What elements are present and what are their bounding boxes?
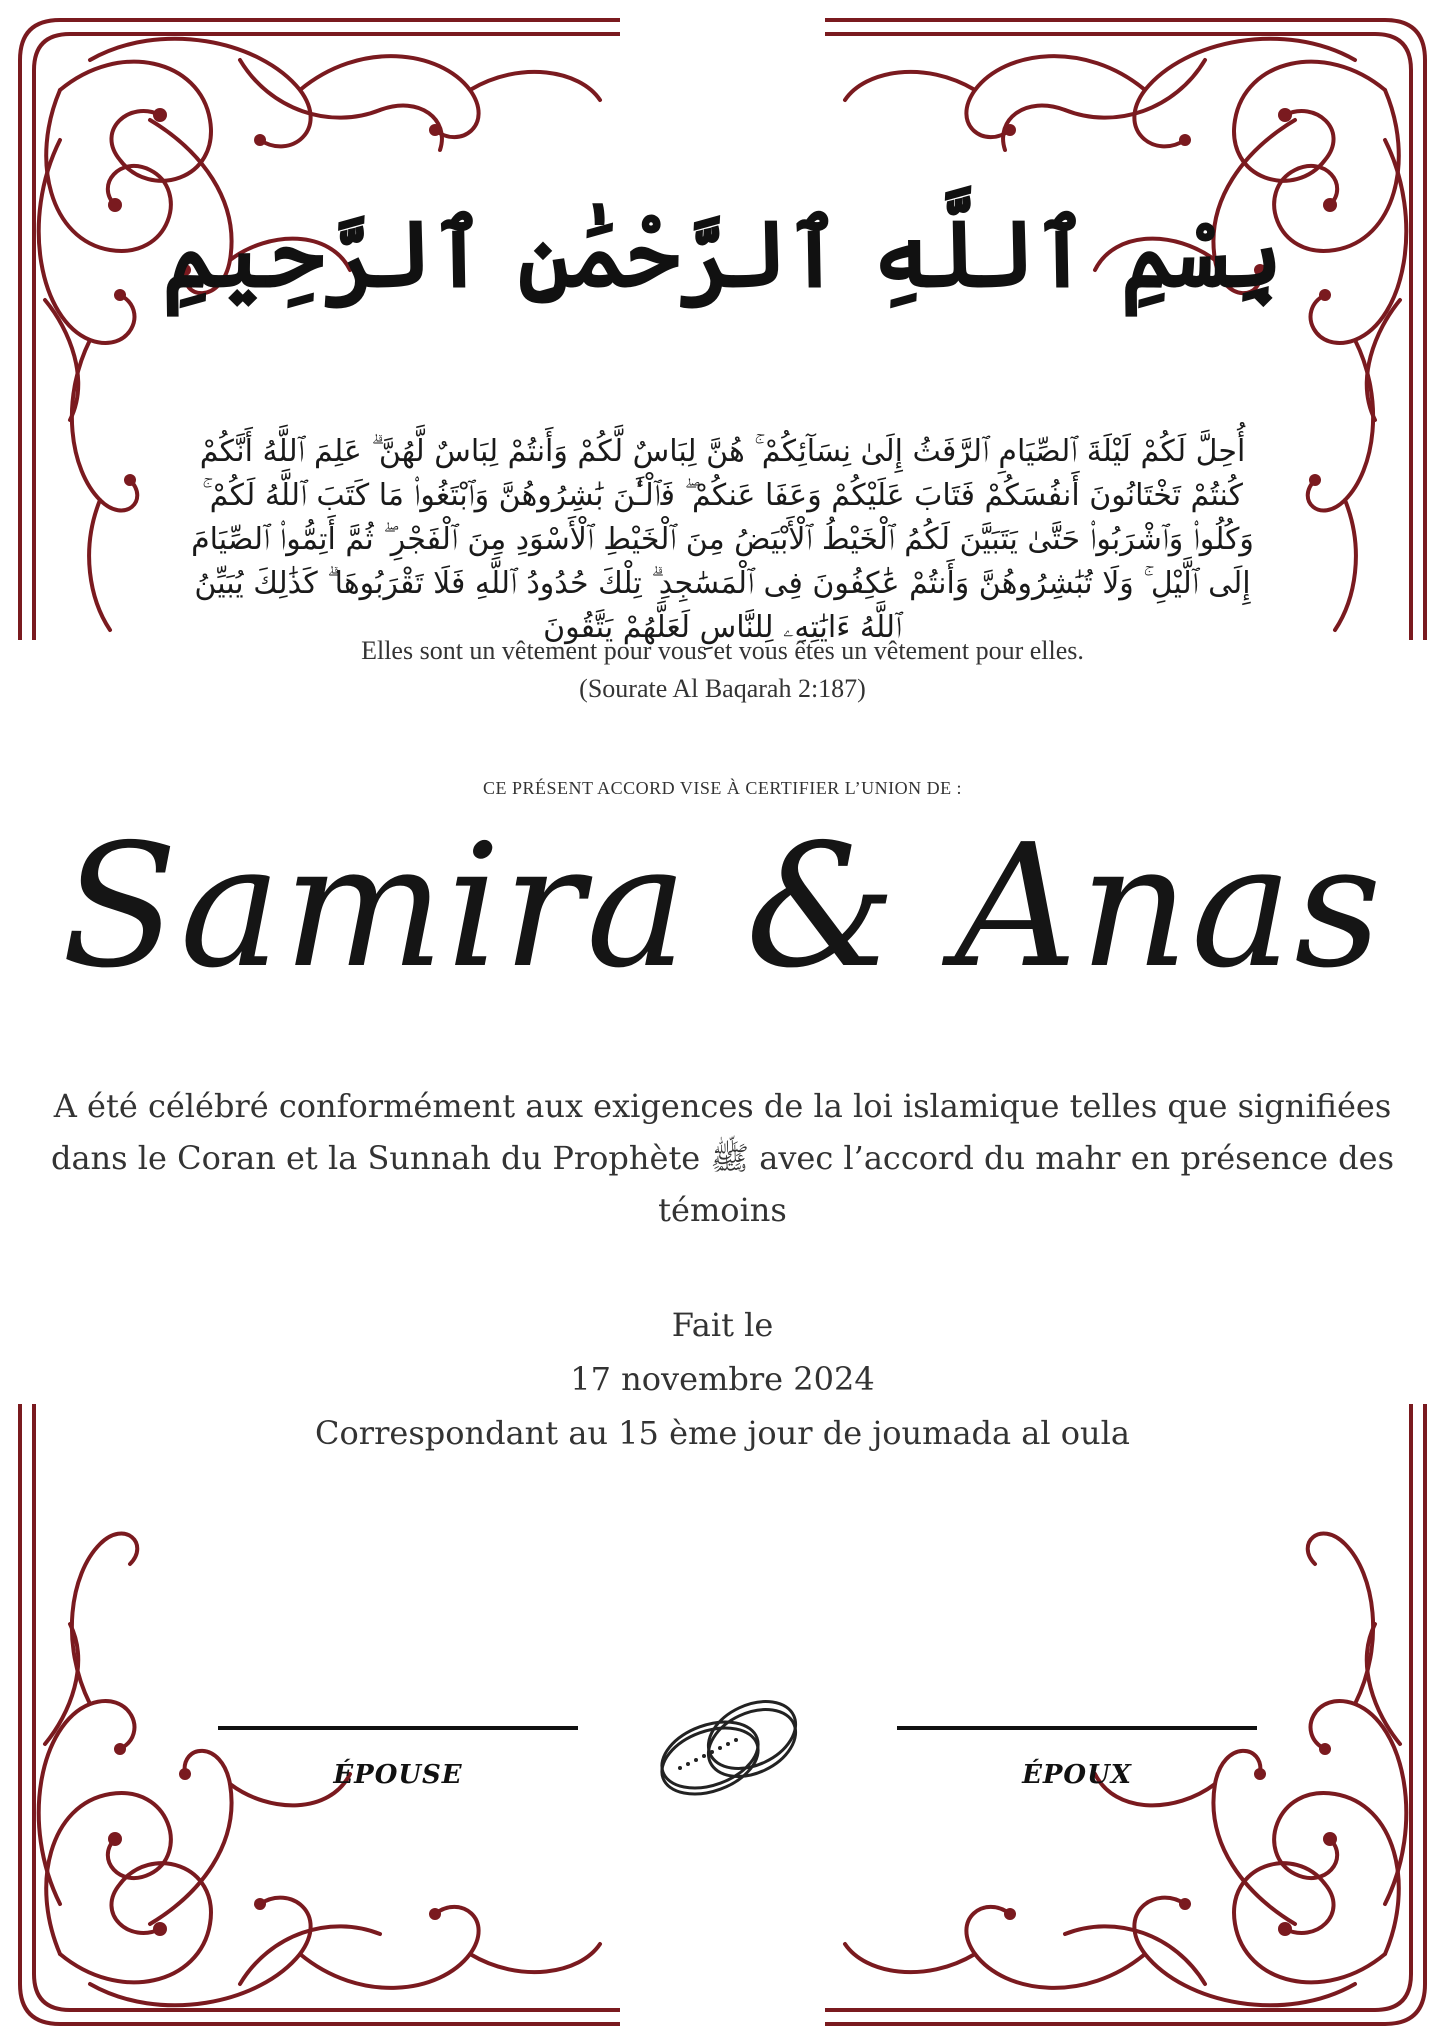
hijri-date: Correspondant au 15 ème jour de joumada al oula	[315, 1414, 1130, 1452]
floral-corner-ornament-icon	[0, 1404, 620, 2044]
floral-corner-ornament-icon	[825, 1404, 1445, 2044]
celebration-statement: A été célébré conformément aux exigences de la loi islamique telles que signifiées dans le Coran et la Sunnah du Prophète ﷺ avec l’accord du mahr en présence des témoins	[50, 1087, 1395, 1229]
gregorian-date: 17 novembre 2024	[570, 1360, 875, 1398]
floral-corner-bottom-right	[825, 1404, 1445, 2044]
husband-label: ÉPOUX	[1022, 1760, 1132, 1790]
translation-text: Elles sont un vêtement pour vous et vous êtes un vêtement pour elles.	[361, 636, 1084, 665]
couple-names: Samira & Anas	[61, 808, 1384, 1006]
basmala-calligraphy: بِسْمِ ٱللَّهِ ٱلرَّحْمَٰنِ ٱلرَّحِيمِ	[162, 200, 1283, 308]
wife-label: ÉPOUSE	[333, 1760, 463, 1790]
floral-corner-bottom-left	[0, 1404, 620, 2044]
wedding-rings-icon	[640, 1665, 820, 1815]
certify-heading: CE PRÉSENT ACCORD VISE À CERTIFIER L’UNION DE :	[482, 778, 963, 798]
date-block	[0, 1298, 1445, 1460]
wife-signature	[218, 1726, 578, 1790]
quran-verse: أُحِلَّ لَكُمْ لَيْلَةَ ٱلصِّيَامِ ٱلرَّفَثُ إِلَىٰ نِسَآئِكُمْ ۚ هُنَّ لِبَاسٌ لَّكُمْ وَأَنتُمْ لِبَاسٌ لَّهُنَّ ۗ عَلِمَ ٱللَّهُ أَنَّكُمْ كُنتُمْ تَخْتَانُونَ أَنفُسَكُمْ فَتَابَ عَلَيْكُمْ وَعَفَا عَنكُمْ ۖ فَٱلْـَٰٔنَ بَٰشِرُوهُنَّ وَٱبْتَغُوا۟ مَا كَتَبَ ٱللَّهُ لَكُمْ ۚ وَكُلُوا۟ وَٱشْرَبُوا۟ حَتَّىٰ يَتَبَيَّنَ لَكُمُ ٱلْخَيْطُ ٱلْأَبْيَضُ مِنَ ٱلْخَيْطِ ٱلْأَسْوَدِ مِنَ ٱلْفَجْرِ ۖ ثُمَّ أَتِمُّوا۟ ٱلصِّيَامَ إِلَى ٱلَّيْلِ ۚ وَلَا تُبَٰشِرُوهُنَّ وَأَنتُمْ عَٰكِفُونَ فِى ٱلْمَسَٰجِدِ ۗ تِلْكَ حُدُودُ ٱللَّهِ فَلَا تَقْرَبُوهَا ۗ كَذَٰلِكَ يُبَيِّنُ ٱللَّهُ ءَايَٰتِهِۦ لِلنَّاسِ لَعَلَّهُمْ يَتَّقُونَ	[191, 434, 1254, 645]
verse-reference: (Sourate Al Baqarah 2:187)	[579, 674, 866, 703]
date-label: Fait le	[671, 1306, 774, 1344]
signature-line	[897, 1726, 1257, 1730]
husband-signature	[897, 1726, 1257, 1790]
signature-line	[218, 1726, 578, 1730]
verse-translation	[0, 632, 1445, 708]
